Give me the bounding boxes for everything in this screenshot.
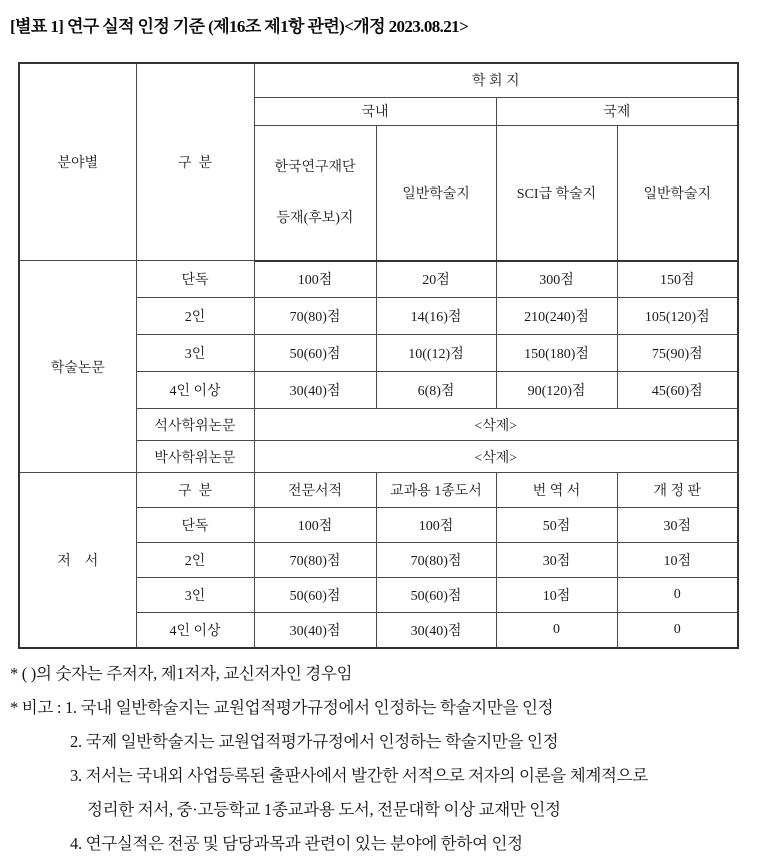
score-cell: 30(40)점 — [254, 613, 376, 648]
score-cell: 30(40)점 — [376, 613, 496, 648]
header-krf-line1: 한국연구재단 — [274, 159, 356, 175]
score-cell: 70(80)점 — [376, 543, 496, 578]
row-label: 4인 이상 — [136, 372, 254, 409]
header-category-col: 구 분 — [136, 63, 254, 261]
header-sci-journal: SCI급 학술지 — [496, 125, 617, 261]
footnote-line: * ( )의 숫자는 주저자, 제1저자, 교신저자인 경우임 — [10, 663, 353, 683]
table-row — [19, 261, 738, 298]
score-cell: 14(16)점 — [376, 298, 496, 335]
row-label: 2인 — [136, 298, 254, 335]
header-journal-group: 학 회 지 — [254, 63, 738, 97]
research-criteria-table — [18, 62, 739, 649]
row-label: 단독 — [136, 508, 254, 543]
row-label: 4인 이상 — [136, 613, 254, 648]
subheader-cell: 개 정 판 — [617, 473, 738, 508]
footnote-line: 2. 국제 일반학술지는 교원업적평가규정에서 인정하는 학술지만을 인정 — [70, 731, 559, 751]
row-label: 단독 — [136, 261, 254, 298]
score-cell: 6(8)점 — [376, 372, 496, 409]
section-label-books: 저 서 — [19, 473, 136, 648]
score-cell: 20점 — [376, 261, 496, 298]
score-cell: 50점 — [496, 508, 617, 543]
row-label: 3인 — [136, 335, 254, 372]
row-label: 박사학위논문 — [136, 441, 254, 473]
score-cell: 150점 — [617, 261, 738, 298]
score-cell: 0 — [496, 613, 617, 648]
subheader-cell: 전문서적 — [254, 473, 376, 508]
header-international: 국제 — [496, 97, 738, 125]
page-title: [별표 1] 연구 실적 인정 기준 (제16조 제1항 관련)<개정 2023.08.21> — [10, 17, 469, 36]
table-row — [19, 473, 738, 508]
deleted-cell: <삭제> — [254, 441, 738, 473]
header-general-journal-intl: 일반학술지 — [617, 125, 738, 261]
score-cell: 300점 — [496, 261, 617, 298]
score-cell: 30점 — [496, 543, 617, 578]
score-cell: 90(120)점 — [496, 372, 617, 409]
footnote-line: 3. 저서는 국내외 사업등록된 출판사에서 발간한 서적으로 저자의 이론을 체계적으로 — [70, 765, 648, 785]
score-cell: 100점 — [376, 508, 496, 543]
score-cell: 50(60)점 — [376, 578, 496, 613]
score-cell: 150(180)점 — [496, 335, 617, 372]
header-krf-line2: 등재(후보)지 — [276, 210, 354, 226]
subheader-cell: 번 역 서 — [496, 473, 617, 508]
score-cell: 70(80)점 — [254, 543, 376, 578]
score-cell: 10점 — [617, 543, 738, 578]
score-cell: 105(120)점 — [617, 298, 738, 335]
section-label-papers: 학술논문 — [19, 261, 136, 473]
footnote-line: * 비고 : 1. 국내 일반학술지는 교원업적평가규정에서 인정하는 학술지만을 인정 — [10, 697, 554, 717]
score-cell: 50(60)점 — [254, 335, 376, 372]
score-cell: 100점 — [254, 261, 376, 298]
score-cell: 10점 — [496, 578, 617, 613]
header-domestic: 국내 — [254, 97, 496, 125]
score-cell: 50(60)점 — [254, 578, 376, 613]
deleted-cell: <삭제> — [254, 409, 738, 441]
header-field-col: 분야별 — [19, 63, 136, 261]
row-label: 3인 — [136, 578, 254, 613]
header-row-1 — [19, 63, 738, 97]
footnote-line: 4. 연구실적은 전공 및 담당과목과 관련이 있는 분야에 한하여 인정 — [70, 833, 523, 853]
header-krf-journal — [254, 125, 376, 261]
score-cell: 75(90)점 — [617, 335, 738, 372]
footnotes — [10, 663, 757, 854]
score-cell: 45(60)점 — [617, 372, 738, 409]
subheader-category: 구 분 — [136, 473, 254, 508]
score-cell: 10((12)점 — [376, 335, 496, 372]
header-general-journal-domestic: 일반학술지 — [376, 125, 496, 261]
subheader-cell: 교과용 1종도서 — [376, 473, 496, 508]
row-label: 석사학위논문 — [136, 409, 254, 441]
score-cell: 30(40)점 — [254, 372, 376, 409]
score-cell: 0 — [617, 613, 738, 648]
score-cell: 210(240)점 — [496, 298, 617, 335]
footnote-line: 정리한 저서, 중·고등학교 1종교과용 도서, 전문대학 이상 교재만 인정 — [87, 799, 561, 819]
score-cell: 30점 — [617, 508, 738, 543]
row-label: 2인 — [136, 543, 254, 578]
score-cell: 0 — [617, 578, 738, 613]
score-cell: 70(80)점 — [254, 298, 376, 335]
score-cell: 100점 — [254, 508, 376, 543]
